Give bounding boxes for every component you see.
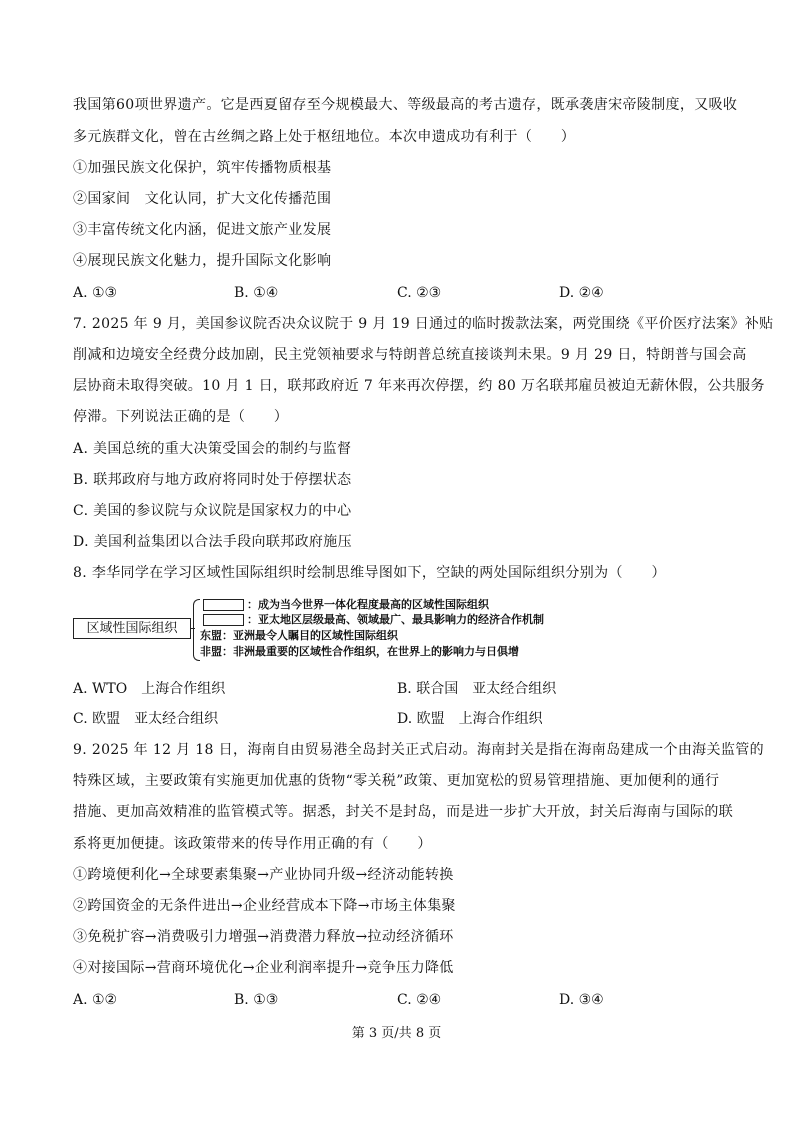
q9-stem-line-4: 系将更加便捷。该政策带来的传导作用正确的有（ ） (73, 836, 432, 852)
q6-statement-1: ①加强民族文化保护，筑牢传播物质根基 (73, 160, 332, 176)
q6-statement-4: ④展现民族文化魅力，提升国际文化影响 (73, 253, 332, 269)
q8-stem: 8. 李华同学在学习区域性国际组织时绘制思维导图如下，空缺的两处国际组织分别为（ ） (73, 565, 666, 581)
q8-option-a: A. WTO 上海合作组织 (73, 681, 226, 697)
q9-option-b: B. ①③ (234, 992, 279, 1008)
q9-option-a: A. ①② (73, 992, 118, 1008)
q9-stem-line-2: 特殊区域，主要政策有实施更加优惠的货物“零关税”政策、更加宽松的贸易管理措施、更加便利的通行 (73, 773, 720, 789)
q6-statement-3: ③丰富传统文化内涵，促进文旅产业发展 (73, 222, 332, 238)
q9-stem-line-1: 9. 2025 年 12 月 18 日，海南自由贸易港全岛封关正式启动。海南封关是指在海南岛建成一个由海关监管的 (73, 742, 764, 758)
q7-stem-line-4: 停滞。下列说法正确的是（ ） (73, 409, 289, 425)
mind-map-blank-box-2 (203, 614, 244, 626)
q7-option-b: B. 联邦政府与地方政府将同时处于停摆状态 (73, 472, 352, 488)
q8-option-d: D. 欧盟 上海合作组织 (397, 711, 543, 727)
q9-option-c: C. ②④ (397, 992, 442, 1008)
mind-map-item-au: 非盟：非洲最重要的区域性合作组织，在世界上的影响力与日俱增 (200, 645, 519, 658)
q6-stem-line-1: 我国第60项世界遗产。它是西夏留存至今规模最大、等级最高的考古遗存，既承袭唐宋帝陵制度，又吸收 (73, 97, 738, 113)
mind-map-blank-2-text: ：亚太地区层级最高、领域最广、最具影响力的经济合作机制 (247, 613, 544, 626)
q6-statement-2: ②国家间 文化认同，扩大文化传播范围 (73, 191, 332, 207)
q7-option-d: D. 美国利益集团以合法手段向联邦政府施压 (73, 534, 352, 550)
q9-option-d: D. ③④ (559, 992, 604, 1008)
q7-option-a: A. 美国总统的重大决策受国会的制约与监督 (73, 441, 352, 457)
q9-statement-3: ③免税扩容→消费吸引力增强→消费潜力释放→拉动经济循环 (73, 929, 454, 945)
q7-stem-line-3: 层协商未取得突破。10 月 1 日，联邦政府近 7 年来再次停摆，约 80 万名联邦雇员被迫无薪休假，公共服务 (73, 378, 765, 394)
q8-option-c: C. 欧盟 亚太经合组织 (73, 711, 219, 727)
q7-option-c: C. 美国的参议院与众议院是国家权力的中心 (73, 503, 352, 519)
q9-statement-4: ④对接国际→营商环境优化→企业利润率提升→竞争压力降低 (73, 960, 454, 976)
q6-option-d: D. ②④ (559, 285, 604, 301)
q8-option-b: B. 联合国 亚太经合组织 (397, 681, 557, 697)
mind-map-brace (193, 599, 200, 661)
q9-stem-line-3: 措施、更加高效精准的监管模式等。据悉，封关不是封岛，而是进一步扩大开放，封关后海南与国际的联 (73, 804, 734, 820)
page-number: 第 3 页/共 8 页 (351, 1026, 442, 1041)
mind-map-blank-1-text: ：成为当今世界一体化程度最高的区域性国际组织 (247, 598, 489, 611)
q6-option-a: A. ①③ (73, 285, 118, 301)
q9-statement-1: ①跨境便利化→全球要素集聚→产业协同升级→经济动能转换 (73, 867, 454, 883)
q6-option-c: C. ②③ (397, 285, 442, 301)
mind-map-item-asean: 东盟：亚洲最令人瞩目的区域性国际组织 (200, 629, 398, 642)
q7-stem-line-2: 削减和边境安全经费分歧加剧，民主党领袖要求与特朗普总统直接谈判未果。9 月 29 日，特朗普与国会高 (73, 347, 747, 363)
q9-statement-2: ②跨国资金的无条件进出→企业经营成本下降→市场主体集聚 (73, 898, 456, 914)
q6-stem-line-2: 多元族群文化，曾在古丝绸之路上处于枢纽地位。本次申遗成功有利于（ ） (73, 129, 576, 145)
mind-map-blank-box-1 (203, 599, 244, 611)
q7-stem-line-1: 7. 2025 年 9 月，美国参议院否决众议院于 9 月 19 日通过的临时拨款法案，两党围绕《平价医疗法案》补贴 (73, 316, 774, 332)
mind-map-root: 区域性国际组织 (73, 618, 191, 639)
q6-option-b: B. ①④ (234, 285, 279, 301)
